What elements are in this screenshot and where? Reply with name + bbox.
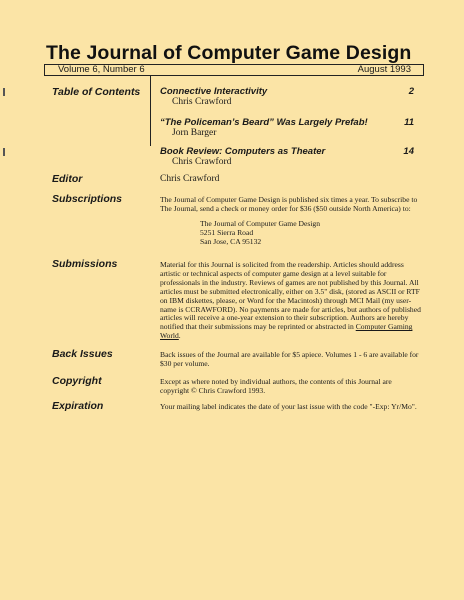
copyright-label: Copyright — [52, 375, 102, 387]
toc-entry-author: Chris Crawford — [172, 157, 232, 167]
toc-entry-page: 2 — [408, 86, 414, 97]
submissions-end: . — [178, 331, 181, 341]
edge-mark — [3, 148, 5, 156]
toc-divider — [150, 76, 151, 146]
subscriptions-text — [160, 196, 422, 247]
address-line: San Jose, CA 95132 — [200, 236, 262, 246]
issue-date: August 1993 — [357, 64, 411, 75]
edge-mark — [3, 88, 5, 96]
toc-entry-author: Jorn Barger — [172, 128, 217, 138]
copyright-text: Except as where noted by individual authors, the contents of this Journal are copyright © Chris Crawford 1993. — [160, 377, 392, 395]
editor-label: Editor — [52, 173, 83, 185]
subscriptions-label: Subscriptions — [52, 193, 123, 205]
volume-number: Volume 6, Number 6 — [58, 64, 145, 75]
expiration-label: Expiration — [52, 400, 104, 412]
journal-title: The Journal of Computer Game Design — [46, 42, 412, 64]
issue-bar — [44, 64, 424, 76]
submissions-label: Submissions — [52, 258, 118, 270]
toc-entry — [160, 117, 422, 138]
toc-entry-title: “The Policeman’s Beard” Was Largely Prefab! — [160, 117, 368, 128]
editor-name: Chris Crawford — [160, 174, 220, 184]
toc-entry — [160, 146, 422, 167]
toc-label: Table of Contents — [52, 86, 141, 98]
back-issues-label: Back Issues — [52, 348, 113, 360]
toc-entry-page: 11 — [404, 117, 414, 128]
back-issues-text: Back issues of the Journal are available for $5 apiece. Volumes 1 - 6 are available for $30 per volume. — [160, 350, 419, 368]
mailing-address — [160, 220, 422, 247]
address-line: The Journal of Computer Game Design — [200, 218, 320, 228]
address-line: 5251 Sierra Road — [200, 227, 254, 237]
expiration-text: Your mailing label indicates the date of your last issue with the code "-Exp: Yr/Mo". — [160, 402, 417, 411]
toc-entry-title: Connective Interactivity — [160, 86, 268, 97]
submissions-paragraph — [160, 261, 422, 341]
submissions-body: Material for this Journal is solicited from the readership. Articles should address artistic or technical aspects of computer game design at a level suitable for professionals in the industry. Reviews of games are not published by this Journal. All articles must be submitted electronically, either on 3.5" disk, (stored as ASCII or RTF on IBM diskettes, please, or Word for the Macintosh) through MCI Mail (my user-name is CCRAWFORD). No payments are made for articles, but authors of published articles will receive a one-year extension to their subscription. Authors are hereby notified that their submissions may be reprinted or abstracted in — [160, 260, 421, 332]
toc-entry-author: Chris Crawford — [172, 97, 232, 107]
cgw-title: Computer Gaming World — [160, 322, 413, 341]
subscriptions-paragraph: The Journal of Computer Game Design is published six times a year. To subscribe to The Journal, send a check or money order for $36 ($50 outside North America) to: — [160, 195, 418, 213]
toc-entry-title: Book Review: Computers as Theater — [160, 146, 326, 157]
toc-entry-page: 14 — [403, 146, 414, 157]
toc-entry — [160, 86, 422, 107]
submissions-text — [160, 261, 422, 341]
